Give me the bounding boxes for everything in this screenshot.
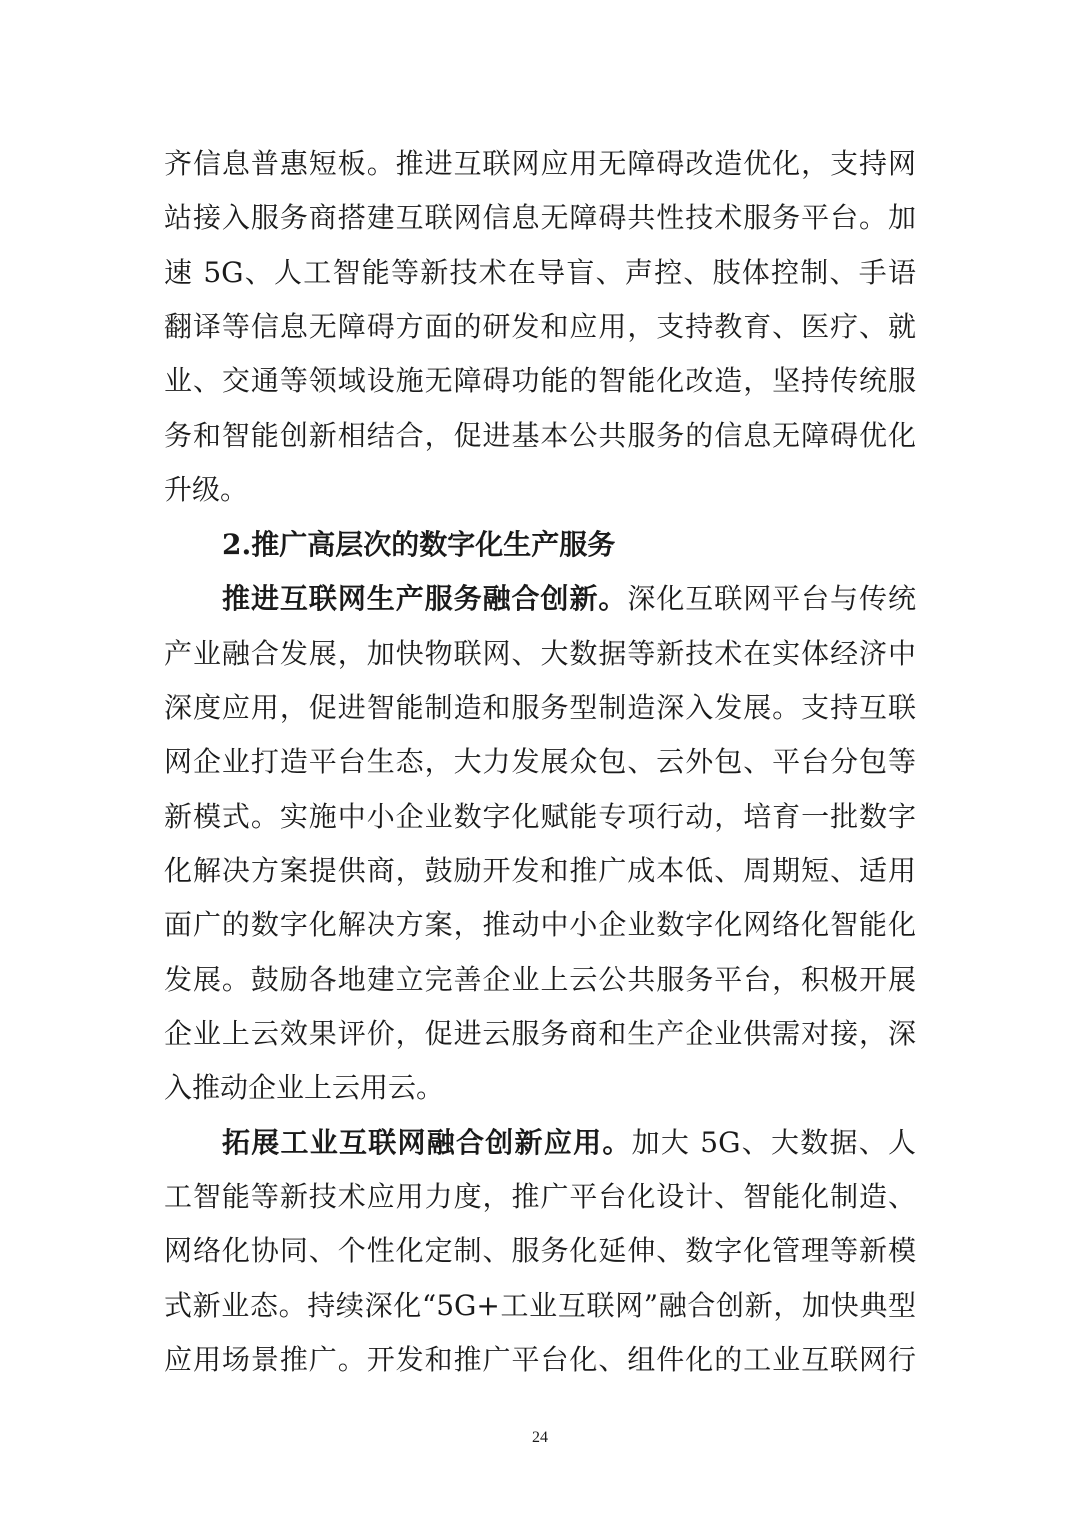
text-run: 加大 5G、大数据、人 [631, 1126, 916, 1159]
text-line: 发展。鼓励各地建立完善企业上云公共服务平台，积极开展 [164, 963, 916, 996]
text-line: 速 5G、人工智能等新技术在导盲、声控、肢体控制、手语 [164, 256, 916, 289]
text-line: 深度应用，促进智能制造和服务型制造深入发展。支持互联 [164, 691, 916, 724]
text-line: 产业融合发展，加快物联网、大数据等新技术在实体经济中 [164, 637, 916, 670]
text-line: 务和智能创新相结合，促进基本公共服务的信息无障碍优化 [164, 419, 916, 452]
text-line: 应用场景推广。开发和推广平台化、组件化的工业互联网行 [164, 1343, 916, 1376]
text-line-first [222, 1121, 916, 1165]
text-line-first [222, 577, 916, 621]
text-line: 工智能等新技术应用力度，推广平台化设计、智能化制造、 [164, 1180, 916, 1213]
text-line: 式新业态。持续深化“5G+工业互联网”融合创新，加快典型 [164, 1289, 916, 1322]
lead-phrase: 推进互联网生产服务融合创新。 [222, 582, 628, 615]
text-line: 齐信息普惠短板。推进互联网应用无障碍改造优化，支持网 [164, 147, 916, 180]
text-line: 升级。 [164, 473, 249, 506]
text-line: 入推动企业上云用云。 [164, 1071, 445, 1104]
section-heading: 2.推广高层次的数字化生产服务 [222, 528, 616, 561]
text-line: 站接入服务商搭建互联网信息无障碍共性技术服务平台。加 [164, 201, 916, 234]
text-line: 化解决方案提供商，鼓励开发和推广成本低、周期短、适用 [164, 854, 916, 887]
page-number: 24 [532, 1429, 548, 1446]
text-line: 翻译等信息无障碍方面的研发和应用，支持教育、医疗、就 [164, 310, 916, 343]
text-line: 业、交通等领域设施无障碍功能的智能化改造，坚持传统服 [164, 364, 916, 397]
text-run: 深化互联网平台与传统 [627, 582, 916, 615]
text-line: 网企业打造平台生态，大力发展众包、云外包、平台分包等 [164, 745, 916, 778]
text-line: 新模式。实施中小企业数字化赋能专项行动，培育一批数字 [164, 800, 916, 833]
text-line: 网络化协同、个性化定制、服务化延伸、数字化管理等新模 [164, 1234, 916, 1267]
text-line: 面广的数字化解决方案，推动中小企业数字化网络化智能化 [164, 908, 916, 941]
lead-phrase: 拓展工业互联网融合创新应用。 [222, 1126, 632, 1159]
text-line: 企业上云效果评价，促进云服务商和生产企业供需对接，深 [164, 1017, 916, 1050]
